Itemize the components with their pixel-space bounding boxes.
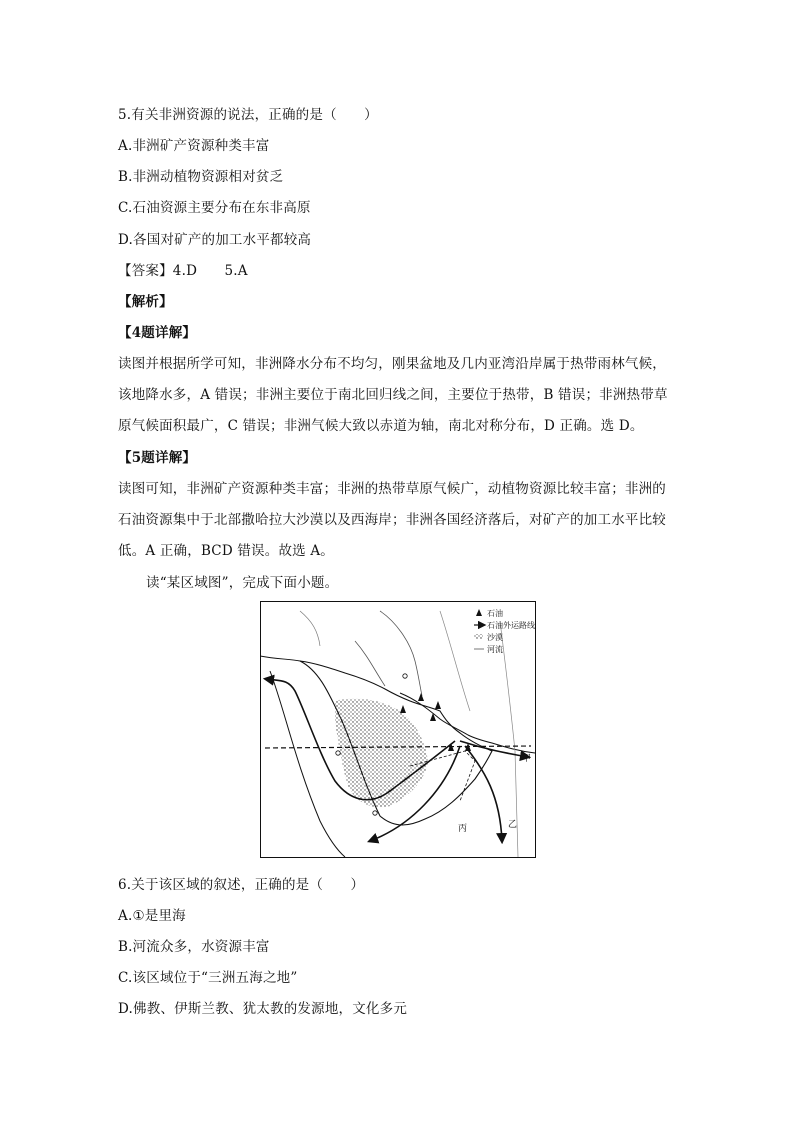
question-5-stem: 5.有关非洲资源的说法，正确的是（ ） [118,107,378,123]
answer-line: 【答案】4.D 5.A [118,263,248,279]
analysis-title: 【解析】 [118,294,173,310]
question-5-detail-line: 石油资源集中于北部撒哈拉大沙漠以及西海岸；非洲各国经济落后，对矿产的加工水平比较 [118,512,666,528]
question-4-detail-line: 原气候面积最广，C 错误；非洲气候大致以赤道为轴，南北对称分布，D 正确。选 D。 [118,418,644,434]
label-yi: 乙 [508,820,518,830]
region-map [260,601,536,858]
question-6-stem: 6.关于该区域的叙述，正确的是（ ） [118,877,365,893]
question-5-detail-title: 【5题详解】 [118,450,197,466]
legend-river: 河流 [487,645,503,654]
legend-oil: 石油 [487,609,503,618]
label-bing: 丙 [458,824,468,834]
question-5-option-a: A.非洲矿产资源种类丰富 [118,138,270,154]
legend-route: 石油外运路线 [487,621,535,630]
map-intro: 读“某区域图”，完成下面小题。 [146,575,339,591]
question-4-detail-line: 读图并根据所学可知，非洲降水分布不均匀，刚果盆地及几内亚湾沿岸属于热带雨林气候， [118,356,666,372]
legend-desert: 沙漠 [487,633,503,642]
legend-desert-icon [474,634,483,639]
question-5-option-c: C.石油资源主要分布在东非高原 [118,200,311,216]
question-5-detail-line: 读图可知，非洲矿产资源种类丰富；非洲的热带草原气候广，动植物资源比较丰富；非洲的 [118,481,666,497]
question-4-detail-title: 【4题详解】 [118,325,197,341]
question-6-option-a: A.①是里海 [118,908,186,924]
label-jia: 甲 [522,754,532,764]
question-4-detail-line: 该地降水多，A 错误；非洲主要位于南北回归线之间，主要位于热带，B 错误；非洲热带草 [118,387,668,403]
region-map-svg [260,601,536,858]
question-5-option-b: B.非洲动植物资源相对贫乏 [118,169,284,185]
question-6-option-c: C.该区域位于“三洲五海之地” [118,970,298,986]
question-6-option-b: B.河流众多，水资源丰富 [118,939,270,955]
question-6-option-d: D.佛教、伊斯兰教、犹太教的发源地，文化多元 [118,1001,408,1017]
question-5-detail-line: 低。A 正确，BCD 错误。故选 A。 [118,543,334,559]
question-5-option-d: D.各国对矿产的加工水平都较高 [118,232,312,248]
